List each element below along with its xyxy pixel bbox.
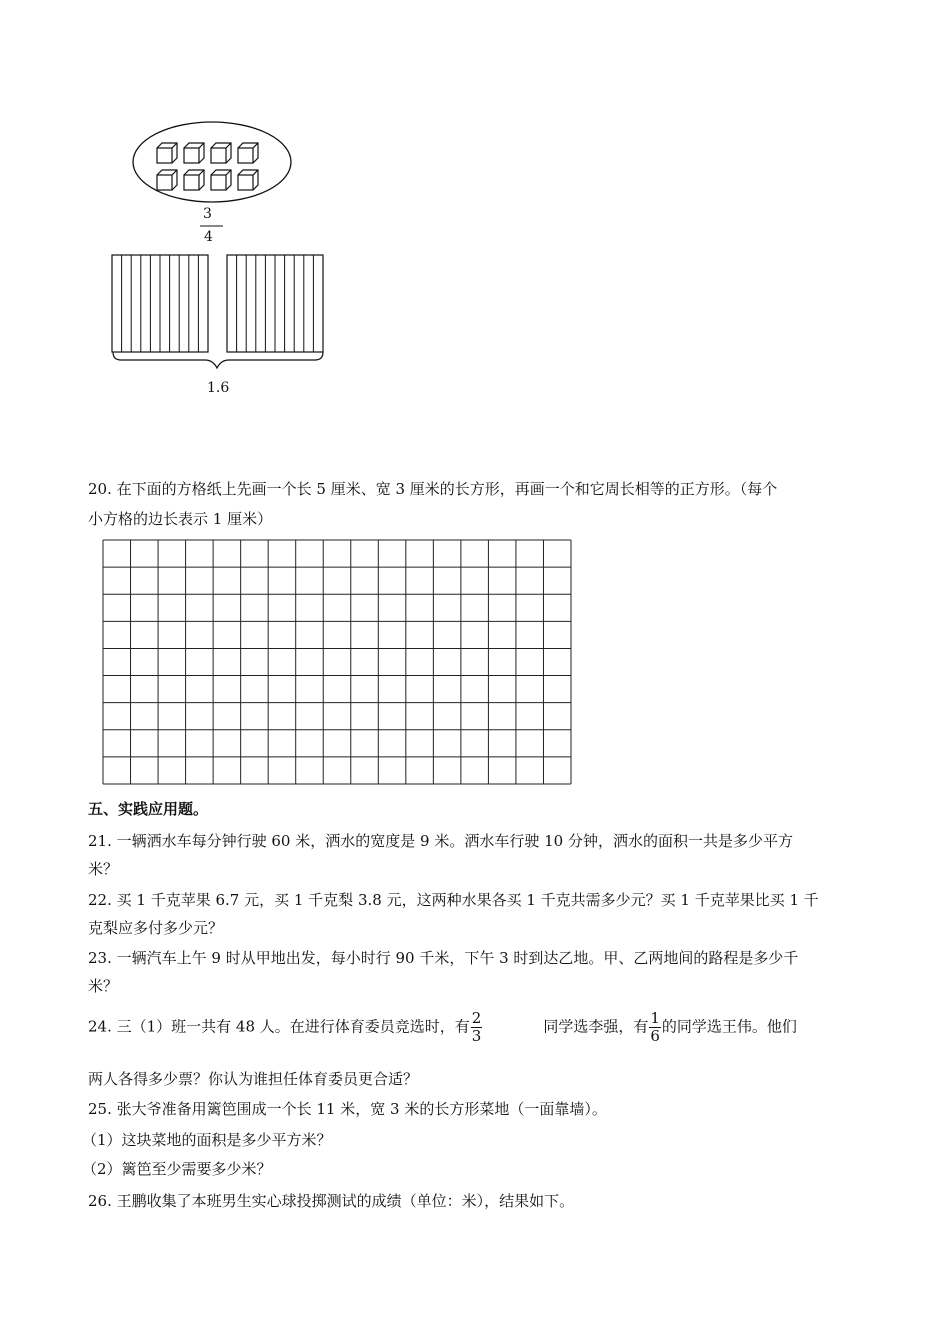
q23-line1: 23. 一辆汽车上午 9 时从甲地出发，每小时行 90 千米，下午 3 时到达乙地。甲、乙两地间的路程是多少千 bbox=[88, 949, 799, 967]
q23-line2: 米？ bbox=[88, 977, 119, 995]
fraction-2-3 bbox=[471, 1010, 483, 1045]
q25-line1: 25. 张大爷准备用篱笆围成一个长 11 米，宽 3 米的长方形菜地（一面靠墙）。 bbox=[88, 1100, 607, 1118]
fraction-numerator: 3 bbox=[203, 206, 212, 222]
q24-line1 bbox=[88, 1010, 797, 1045]
q24-part2: 同学选李强，有 bbox=[543, 1017, 649, 1036]
brace-icon bbox=[113, 352, 323, 368]
cubes-group bbox=[157, 143, 258, 190]
q21-line2: 米？ bbox=[88, 860, 119, 878]
q20-line1: 20. 在下面的方格纸上先画一个长 5 厘米、宽 3 厘米的长方形，再画一个和它周长相等的正方形。（每个 bbox=[88, 480, 778, 498]
q20-line2: 小方格的边长表示 1 厘米） bbox=[88, 510, 273, 528]
strip-block bbox=[112, 255, 208, 352]
section-title: 五、实践应用题。 bbox=[88, 800, 209, 818]
frac-den: 6 bbox=[650, 1027, 660, 1045]
q22-line1: 22. 买 1 千克苹果 6.7 元，买 1 千克梨 3.8 元，这两种水果各买 1 千克共需多少元？买 1 千克苹果比买 1 千 bbox=[88, 891, 819, 909]
q22-line2: 克梨应多付多少元？ bbox=[88, 919, 224, 937]
q25-sub1: （1）这块菜地的面积是多少平方米？ bbox=[82, 1131, 332, 1149]
q25-sub2: （2）篱笆至少需要多少米？ bbox=[82, 1160, 272, 1178]
q26-line1: 26. 王鹏收集了本班男生实心球投掷测试的成绩（单位：米），结果如下。 bbox=[88, 1192, 575, 1210]
cube-icon bbox=[184, 170, 204, 190]
cube-icon bbox=[211, 143, 231, 163]
cube-icon bbox=[211, 170, 231, 190]
cube-icon bbox=[184, 143, 204, 163]
cube-icon bbox=[238, 143, 258, 163]
fraction-1-6 bbox=[649, 1010, 661, 1045]
q24-part3: 的同学选王伟。他们 bbox=[661, 1017, 797, 1036]
brace-label: 1.6 bbox=[207, 380, 230, 396]
strip-block bbox=[227, 255, 323, 352]
q21-line1: 21. 一辆洒水车每分钟行驶 60 米，洒水的宽度是 9 米。洒水车行驶 10 分钟，洒水的面积一共是多少平方 bbox=[88, 832, 793, 850]
q24-line2: 两人各得多少票？你认为谁担任体育委员更合适？ bbox=[88, 1070, 419, 1088]
cube-icon bbox=[238, 170, 258, 190]
cube-icon bbox=[157, 143, 177, 163]
frac-den: 3 bbox=[471, 1027, 482, 1045]
frac-num: 1 bbox=[650, 1009, 660, 1027]
fraction-denominator: 4 bbox=[204, 229, 213, 245]
q24-part1: 24. 三（1）班一共有 48 人。在进行体育委员竞选时，有 bbox=[88, 1017, 470, 1036]
square-grid-paper bbox=[103, 540, 571, 784]
cube-icon bbox=[157, 170, 177, 190]
frac-num: 2 bbox=[471, 1009, 482, 1027]
strip-bars bbox=[112, 255, 323, 352]
